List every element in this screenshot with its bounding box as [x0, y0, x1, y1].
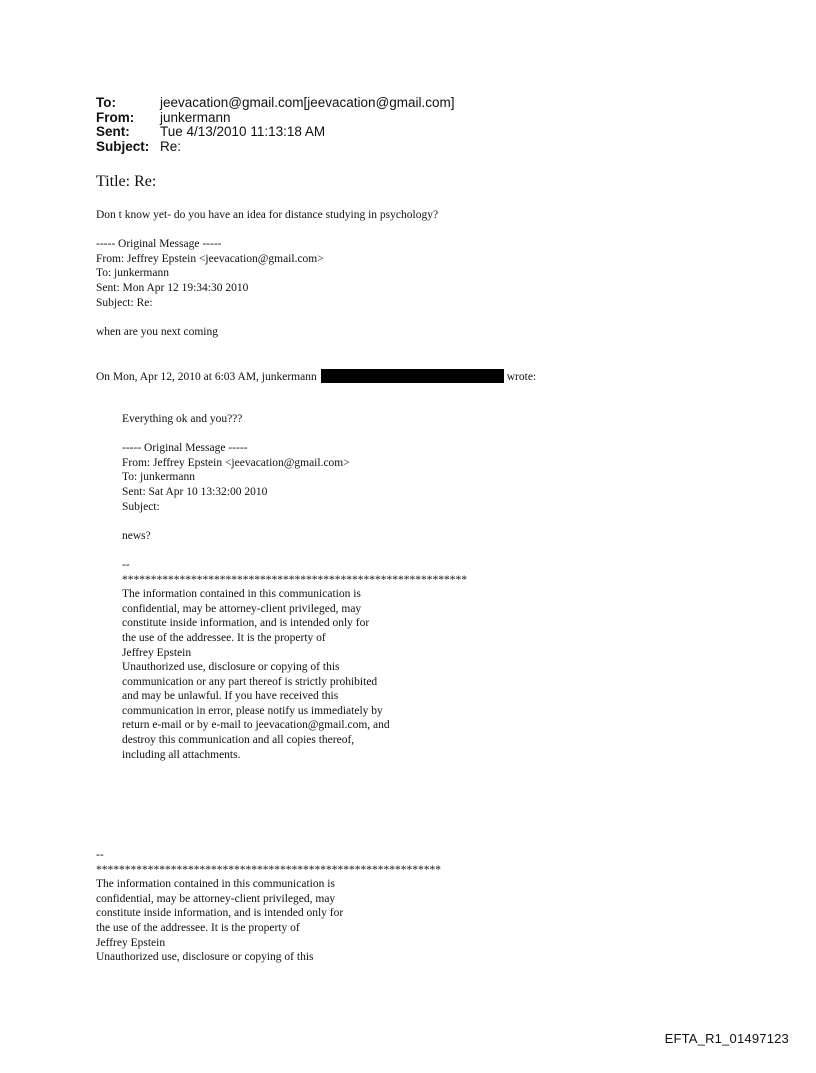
- quoted-line: Unauthorized use, disclosure or copying of this: [122, 661, 340, 674]
- from-value: junkermann: [160, 109, 231, 125]
- sent-value: Tue 4/13/2010 11:13:18 AM: [160, 124, 326, 139]
- quoted-line: destroy this communication and all copies thereof,: [122, 734, 355, 747]
- quoted-line: Jeffrey Epstein: [122, 646, 192, 659]
- header-from-row: [96, 111, 455, 126]
- body-line: Don t know yet- do you have an idea for distance studying in psychology?: [96, 209, 439, 221]
- sent-label: Sent:: [96, 124, 130, 139]
- redaction-block: [321, 369, 504, 383]
- body-line: [96, 310, 438, 325]
- quoted-line: the use of the addressee. It is the property of: [122, 631, 326, 644]
- quoted-line: Sent: Sat Apr 10 13:32:00 2010: [122, 485, 268, 498]
- disclaimer-line: ************************************************************: [96, 863, 441, 876]
- disclaimer-line: the use of the addressee. It is the property of: [96, 921, 300, 934]
- quoted-line: constitute inside information, and is intended only for: [122, 617, 370, 630]
- quoted-line: including all attachments.: [122, 748, 241, 761]
- quoted-line: return e-mail or by e-mail to jeevacation@gmail.com, and: [122, 719, 390, 732]
- disclaimer-line: Jeffrey Epstein: [96, 936, 166, 949]
- body-line: Subject: Re:: [96, 296, 153, 309]
- quoted-line: To: junkermann: [122, 471, 195, 484]
- body-line: [96, 223, 438, 238]
- body-line: Sent: Mon Apr 12 19:34:30 2010: [96, 281, 249, 294]
- quoted-line: communication in error, please notify us immediately by: [122, 704, 383, 717]
- body-line: From: Jeffrey Epstein <jeevacation@gmail.com>: [96, 252, 324, 265]
- header-to-row: [96, 96, 455, 111]
- quote-attribution: [96, 369, 536, 385]
- quoted-line: and may be unlawful. If you have received this: [122, 690, 339, 703]
- quoted-line: Everything ok and you???: [122, 413, 243, 425]
- subject-label: Subject:: [96, 138, 150, 154]
- to-value: jeevacation@gmail.com[jeevacation@gmail.com]: [160, 95, 455, 110]
- body-line: To: junkermann: [96, 267, 169, 280]
- email-header: [96, 96, 455, 154]
- quoted-line: --: [122, 558, 130, 571]
- quoted-line: [122, 514, 467, 529]
- subject-value: Re:: [160, 138, 182, 154]
- disclaimer-line: --: [96, 849, 104, 861]
- quoted-line: communication or any part thereof is strictly prohibited: [122, 675, 378, 688]
- quoted-line: news?: [122, 529, 151, 542]
- disclaimer-line: The information contained in this communication is: [96, 878, 335, 891]
- message-body: [96, 208, 438, 339]
- header-subject-row: [96, 140, 455, 155]
- quoted-line: The information contained in this communication is: [122, 588, 361, 601]
- to-label: To:: [96, 95, 116, 110]
- disclaimer-line: confidential, may be attorney-client privileged, may: [96, 892, 336, 905]
- quoted-line: Subject:: [122, 500, 160, 513]
- from-label: From:: [96, 109, 135, 125]
- disclaimer-line: Unauthorized use, disclosure or copying of this: [96, 951, 314, 964]
- attribution-wrote: wrote:: [506, 371, 537, 383]
- quoted-line: ----- Original Message -----: [122, 442, 248, 455]
- quoted-message: [122, 412, 467, 762]
- document-id: EFTA_R1_01497123: [664, 1031, 789, 1046]
- quoted-line: ************************************************************: [122, 573, 467, 586]
- body-line: when are you next coming: [96, 325, 218, 338]
- quoted-line: [122, 543, 467, 558]
- message-title: Title: Re:: [96, 173, 157, 190]
- quoted-line: confidential, may be attorney-client privileged, may: [122, 602, 362, 615]
- footer-disclaimer: [96, 848, 441, 965]
- header-sent-row: [96, 125, 455, 140]
- body-line: ----- Original Message -----: [96, 238, 222, 251]
- disclaimer-line: constitute inside information, and is intended only for: [96, 907, 344, 920]
- quoted-line: [122, 427, 467, 442]
- attribution-text: On Mon, Apr 12, 2010 at 6:03 AM, junkermann: [96, 371, 317, 383]
- quoted-line: From: Jeffrey Epstein <jeevacation@gmail.com>: [122, 456, 350, 469]
